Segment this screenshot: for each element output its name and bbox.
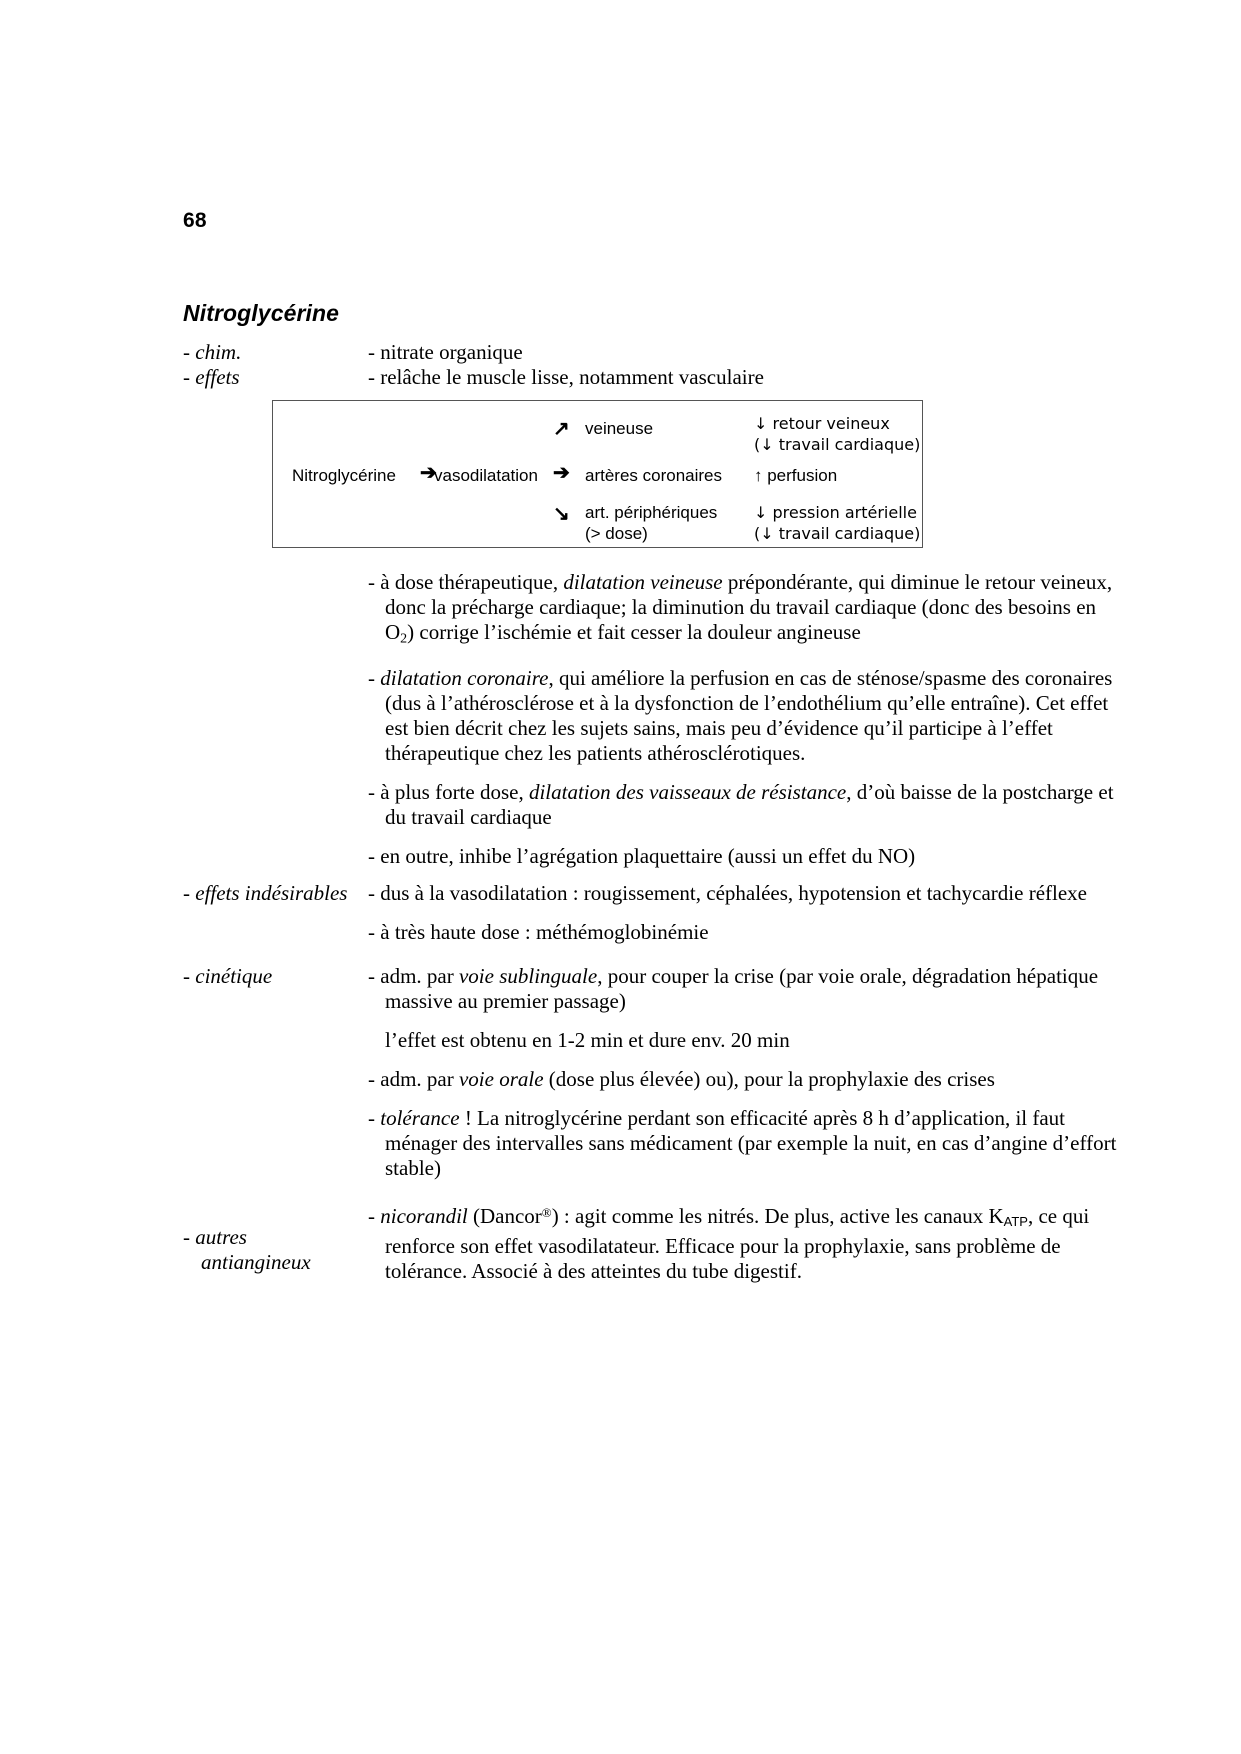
arrow-right-icon: ➔	[420, 462, 437, 484]
row-chim	[183, 340, 1123, 365]
text-chim: - nitrate organique	[368, 340, 523, 364]
row-cinetique	[183, 964, 1123, 1181]
paragraph-dilatation-coronaire: - dilatation coronaire, qui améliore la perfusion en cas de sténose/spasme des coronaires (dus à l’athérosclérose et à la dysfonction de l’endothélium qu’elle entraîne). Cet effet est bien décrit chez les sujets sains, mais peu d’évidence qu’il participe à l’effet thérapeutique chez les patients athérosclérotiques.	[368, 665, 1113, 765]
effets-indesirables-list	[368, 881, 1123, 945]
label-cinetique: - cinétique	[183, 963, 273, 988]
diagram-source-label: Nitroglycérine	[292, 466, 396, 485]
diagram-target-peripheriques-line2: (> dose)	[585, 524, 648, 543]
label-effets: - effets	[183, 365, 240, 389]
label-autres-line1: - autres	[183, 1224, 247, 1249]
row-effets-indesirables	[183, 881, 1123, 945]
effets-paragraph-list	[368, 570, 1123, 869]
label-effets-indesirables: - effets indésirables	[183, 880, 348, 905]
label-autres-antiangineux	[183, 1200, 368, 1300]
arrow-right-icon: ➔	[553, 462, 570, 484]
paragraph-dose-therapeutique: - à dose thérapeutique, dilatation veineuse prépondérante, qui diminue le retour veineux, donc la précharge cardiaque; la diminution du travail cardiaque (donc des besoins en $O_2$) corrige l’ischémie et fait cesser la douleur angineuse	[368, 570, 1113, 647]
paragraph-agregation: - en outre, inhibe l’agrégation plaquettaire (aussi un effet du NO)	[368, 843, 916, 868]
diagram-effect-perfusion: ↑ perfusion	[754, 466, 838, 485]
diagram-effect-pression-line1: ↓ pression artérielle	[754, 503, 917, 522]
diagram-effect-retour-line1: ↓ retour veineux	[754, 414, 890, 433]
paragraph-voie-orale: - adm. par voie orale (dose plus élevée) ou), pour la prophylaxie des crises	[368, 1066, 995, 1091]
paragraph-tolerance: - tolérance ! La nitroglycérine perdant son efficacité après 8 h d’application, il faut ménager des intervalles sans médicament (par exemple la nuit, en cas d’angine d’effort stable)	[368, 1105, 1117, 1180]
content-body	[183, 340, 1123, 1300]
page-number: 68	[183, 209, 207, 232]
cinetique-list	[368, 964, 1123, 1181]
arrow-down-right-icon: ↘	[553, 503, 570, 525]
text-effets: - relâche le muscle lisse, notamment vasculaire	[368, 365, 764, 389]
paragraph-forte-dose: - à plus forte dose, dilatation des vaisseaux de résistance, d’où baisse de la postcharge et du travail cardiaque	[368, 779, 1114, 829]
diagram-effect-pression-line2: (↓ travail cardiaque)	[754, 524, 921, 543]
paragraph-vasodilatation-effets: - dus à la vasodilatation : rougissement, céphalées, hypotension et tachycardie réflexe	[368, 880, 1087, 905]
label-chim: - chim.	[183, 340, 242, 364]
row-effets-paragraphs	[183, 570, 1123, 869]
arrow-up-right-icon: ↗	[553, 418, 570, 440]
paragraph-voie-sublinguale: - adm. par voie sublinguale, pour couper la crise (par voie orale, dégradation hépatique massive au premier passage)	[368, 963, 1099, 1013]
diagram-middle-label: vasodilatation	[434, 466, 538, 485]
paragraph-nicorandil: - nicorandil (Dancor®) : agit comme les nitrés. De plus, active les canaux $K_{ATP}$, ce qui renforce son effet vasodilatateur. Efficace pour la prophylaxie, sans problème de tolérance. Associé à des atteintes du tube digestif.	[368, 1203, 1090, 1283]
paragraph-effet-obtenu: l’effet est obtenu en 1-2 min et dure env. 20 min	[385, 1027, 790, 1052]
page-title: Nitroglycérine	[183, 300, 340, 326]
row-autres-antiangineux	[183, 1200, 1123, 1300]
diagram-effect-retour-line2: (↓ travail cardiaque)	[754, 435, 921, 454]
diagram-target-veineuse: veineuse	[585, 419, 654, 438]
autres-antiangineux-list	[368, 1200, 1123, 1284]
diagram-target-peripheriques-line1: art. périphériques	[585, 503, 718, 522]
label-autres-line2: antiangineux	[201, 1249, 311, 1274]
row-effets	[183, 365, 1123, 390]
diagram-target-coronaires: artères coronaires	[585, 466, 723, 485]
paragraph-methemoglobinemie: - à très haute dose : méthémoglobinémie	[368, 919, 709, 944]
